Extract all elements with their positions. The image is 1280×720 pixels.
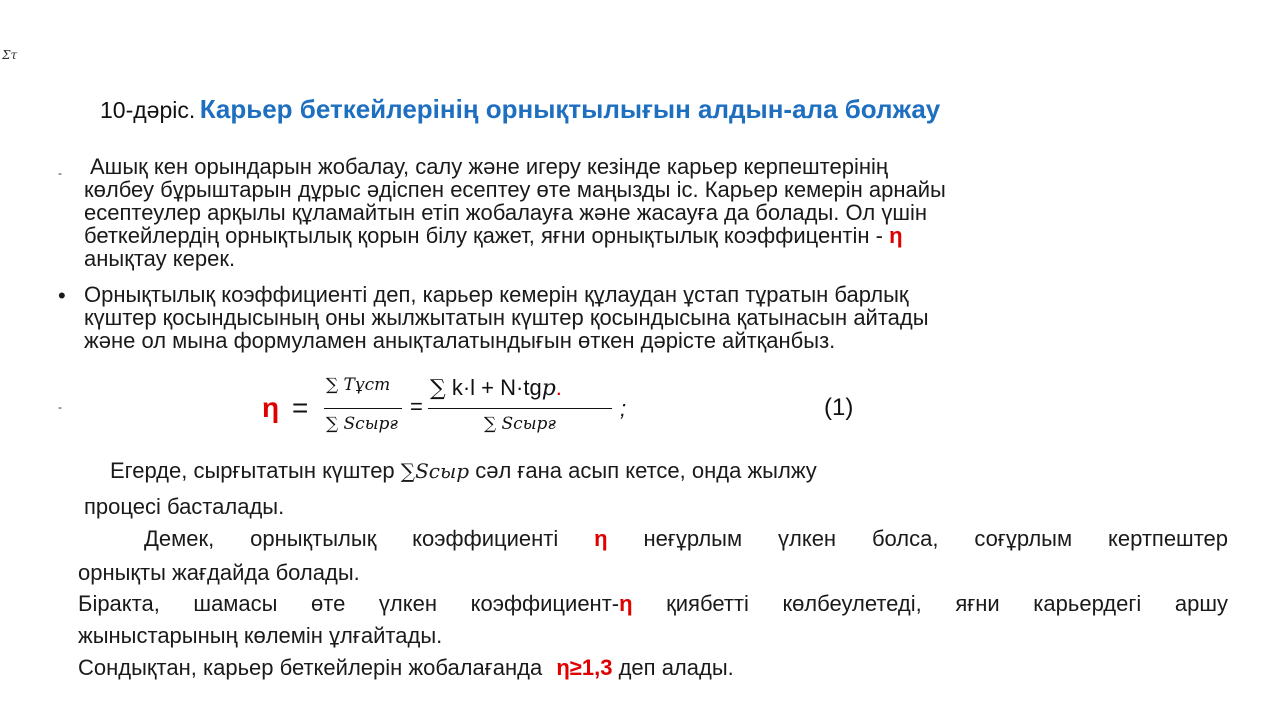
page-title <box>100 94 940 125</box>
paragraph-6-text: Сондықтан, карьер беткейлерін жобалағанда <box>78 655 543 680</box>
paragraph-1-line: көлбеу бұрыштарын дұрыс әдіспен есептеу өте маңызды іс. Карьер кемерін арнайы <box>84 177 946 202</box>
paragraph-2 <box>84 283 1144 352</box>
formula-semicolon: ; <box>620 396 627 421</box>
formula-fraction2-bar <box>428 408 612 409</box>
paragraph-5-line: жыныстарының көлемін ұлғайтады. <box>78 623 443 648</box>
eta-symbol: η <box>889 223 903 248</box>
eta-threshold: η≥1,3 <box>556 655 613 680</box>
formula-fraction1-denominator: ∑ Sсырғ <box>326 414 399 434</box>
paragraph-3-text: Егерде, сырғытатын күштер <box>110 458 395 483</box>
paragraph-3-line: процесі басталады. <box>84 494 285 519</box>
bullet-icon: • <box>58 283 66 308</box>
paragraph-6-text: деп алады. <box>618 655 734 680</box>
formula-marker: - <box>58 400 62 414</box>
paragraph-4-line <box>144 526 1228 552</box>
sum-symbol: ∑ <box>430 376 446 401</box>
formula-equals: = <box>292 392 309 423</box>
paragraph-4-text: Демек, орнықтылық коэффициенті <box>144 526 559 551</box>
paragraph-1-line-text: беткейлердің орнықтылық қорын білу қажет, яғни орнықтылық коэффицентін - <box>84 223 883 248</box>
paragraph-2-line: және ол мына формуламен анықталатындығын өткен дәрісте айтқанбыз. <box>84 328 836 353</box>
formula-fraction1-numerator: ∑ Tұст <box>326 375 391 395</box>
lecture-title: Карьер беткейлерінің орнықтылығын алдын-ала болжау <box>199 94 941 124</box>
paragraph-3-line <box>110 458 817 484</box>
paragraph-1-line: есептеулер арқылы құламайтын етіп жобалауға және жасауға да болады. Ол үшін <box>84 200 928 225</box>
formula-dot: . <box>555 375 562 400</box>
formula-eta: η <box>262 392 280 423</box>
eta-symbol: η <box>619 591 633 616</box>
formula-angle-symbol: p <box>541 376 556 401</box>
paragraph-2-line: Орнықтылық коэффициенті деп, карьер кемерін құлаудан ұстап тұратын барлық <box>84 282 909 307</box>
paragraph-5-text: Біракта, шамасы өте үлкен коэффициент- <box>78 591 620 616</box>
formula-fraction2-numerator <box>430 375 562 401</box>
paragraph-2-line: күштер қосындысының оны жылжытатын күштер қосындысына қатынасын айтады <box>84 305 929 330</box>
paragraph-1-line: анықтау керек. <box>84 246 236 271</box>
paragraph-5-text: қиябетті көлбеулетеді, яғни карьердегі аршу <box>666 591 1228 616</box>
eta-symbol: η <box>594 526 608 551</box>
formula-equals-2: = <box>410 394 423 419</box>
paragraph-5-line <box>78 591 1228 617</box>
paragraph-1-line: Ашық кен орындарын жобалау, салу және игеру кезінде карьер керпештерінің <box>90 154 889 179</box>
formula-fraction1-bar <box>324 408 402 409</box>
sum-expression: ∑Sсыр <box>400 459 470 483</box>
paragraph-4-line: орнықты жағдайда болады. <box>78 560 360 585</box>
lecture-number: 10-дәріс. <box>100 97 196 123</box>
formula-fraction2-text: k·l + N·tg <box>451 375 542 400</box>
paragraph-1 <box>84 155 1144 270</box>
paragraph-4-text: неғұрлым үлкен болса, соғұрлым кертпештер <box>643 526 1228 551</box>
formula-number: (1) <box>824 394 854 421</box>
paragraph-3-text: сәл ғана асып кетсе, онда жылжу <box>475 458 817 483</box>
paragraph-6-line <box>78 655 734 681</box>
corner-mark: Στ <box>2 48 18 62</box>
formula-fraction2-denominator: ∑ Sсырғ <box>484 414 557 434</box>
paragraph-marker: - <box>58 166 62 180</box>
paragraph-1-line <box>84 224 1144 247</box>
